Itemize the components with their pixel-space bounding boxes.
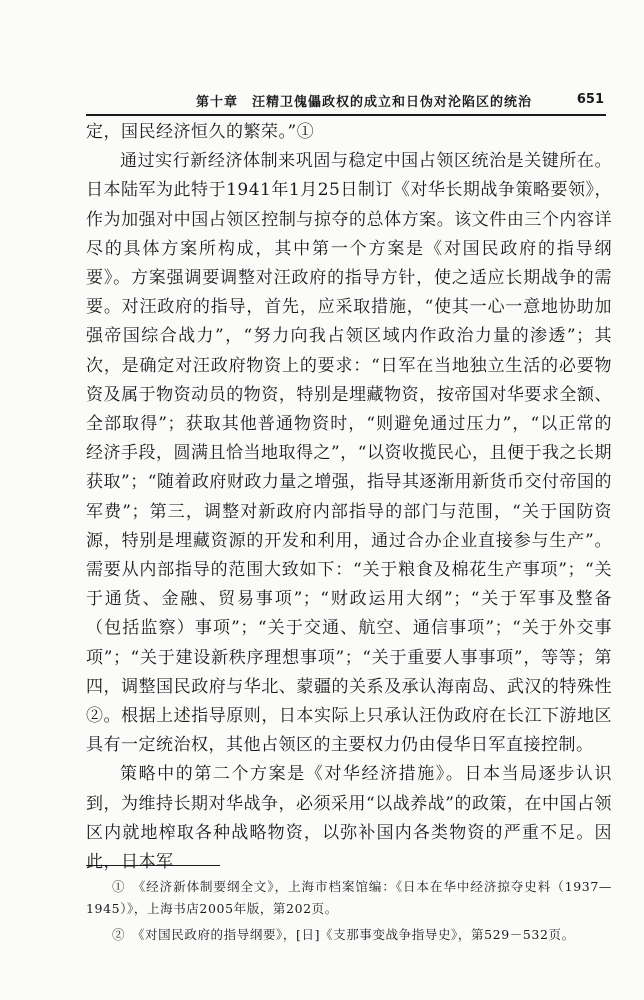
paragraph-continuation: 定，国民经济恒久的繁荣。”① [86,122,315,142]
body-text [86,118,612,877]
footnote-2: ② 《对国民政府的指导纲要》，[日]《支那事变战争指导史》，第529－532页。 [112,927,575,942]
paragraph-new-economic-system: 通过实行新经济体制来巩固与稳定中国占领区统治是关键所在。日本陆军为此特于1941年1月25日制订《对华长期战争策略要领》，作为加强对中国占领区控制与掠夺的总体方案。该文件由三个内容详尽的具体方案所构成，其中第一个方案是《对国民政府的指导纲要》。方案强调要调整对汪政府的指导方针，使之适应长期战争的需要。对汪政府的指导，首先，应采取措施，“使其一心一意地协助加强帝国综合战力”，“努力向我占领区域内作政治力量的渗透”；其次，是确定对汪政府物资上的要求：“日军在当地独立生活的必要物资及属于物资动员的物资，特别是埋藏物资，按帝国对华要求全额、全部取得”；获取其他普通物资时，“则避免通过压力”，“以正常的经济手段，圆满且恰当地取得之”，“以资收揽民心，且便于我之长期获取”；“随着政府财政力量之增强，指导其逐渐用新货币交付帝国的军费”；第三，调整对新政府内部指导的部门与范围，“关于国防资源，特别是埋藏资源的开发和利用，通过合办企业直接参与生产”。需要从内部指导的范围大致如下：“关于粮食及棉花生产事项”；“关于通货、金融、贸易事项”；“财政运用大纲”；“关于军事及整备（包括监察）事项”；“关于交通、航空、通信事项”；“关于外交事项”；“关于建设新秩序理想事项”；“关于重要人事事项”，等等；第四，调整国民政府与华北、蒙疆的关系及承认海南岛、武汉的特殊性②。根据上述指导原则，日本实际上只承认汪伪政府在长江下游地区具有一定统治权，其他占领区的主要权力仍由侵华日军直接控制。 [86,151,612,756]
page-number: 651 [576,92,604,107]
footnote-divider [86,865,220,866]
running-header [86,86,606,116]
footnote-1: ① 《经济新体制要纲全文》，上海市档案馆编：《日本在华中经济掠夺史料（1937—1945）》，上海书店2005年版，第202页。 [86,879,612,916]
footnotes [86,876,612,950]
chapter-title: 第十章 汪精卫傀儡政权的成立和日伪对沦陷区的统治 [196,95,533,110]
paragraph-economic-measures: 策略中的第二个方案是《对华经济措施》。日本当局逐步认识到，为维持长期对华战争，必须采用“以战养战”的政策，在中国占领区内就地榨取各种战略物资，以弥补国内各类物资的严重不足。因此，日本军 [86,764,612,873]
